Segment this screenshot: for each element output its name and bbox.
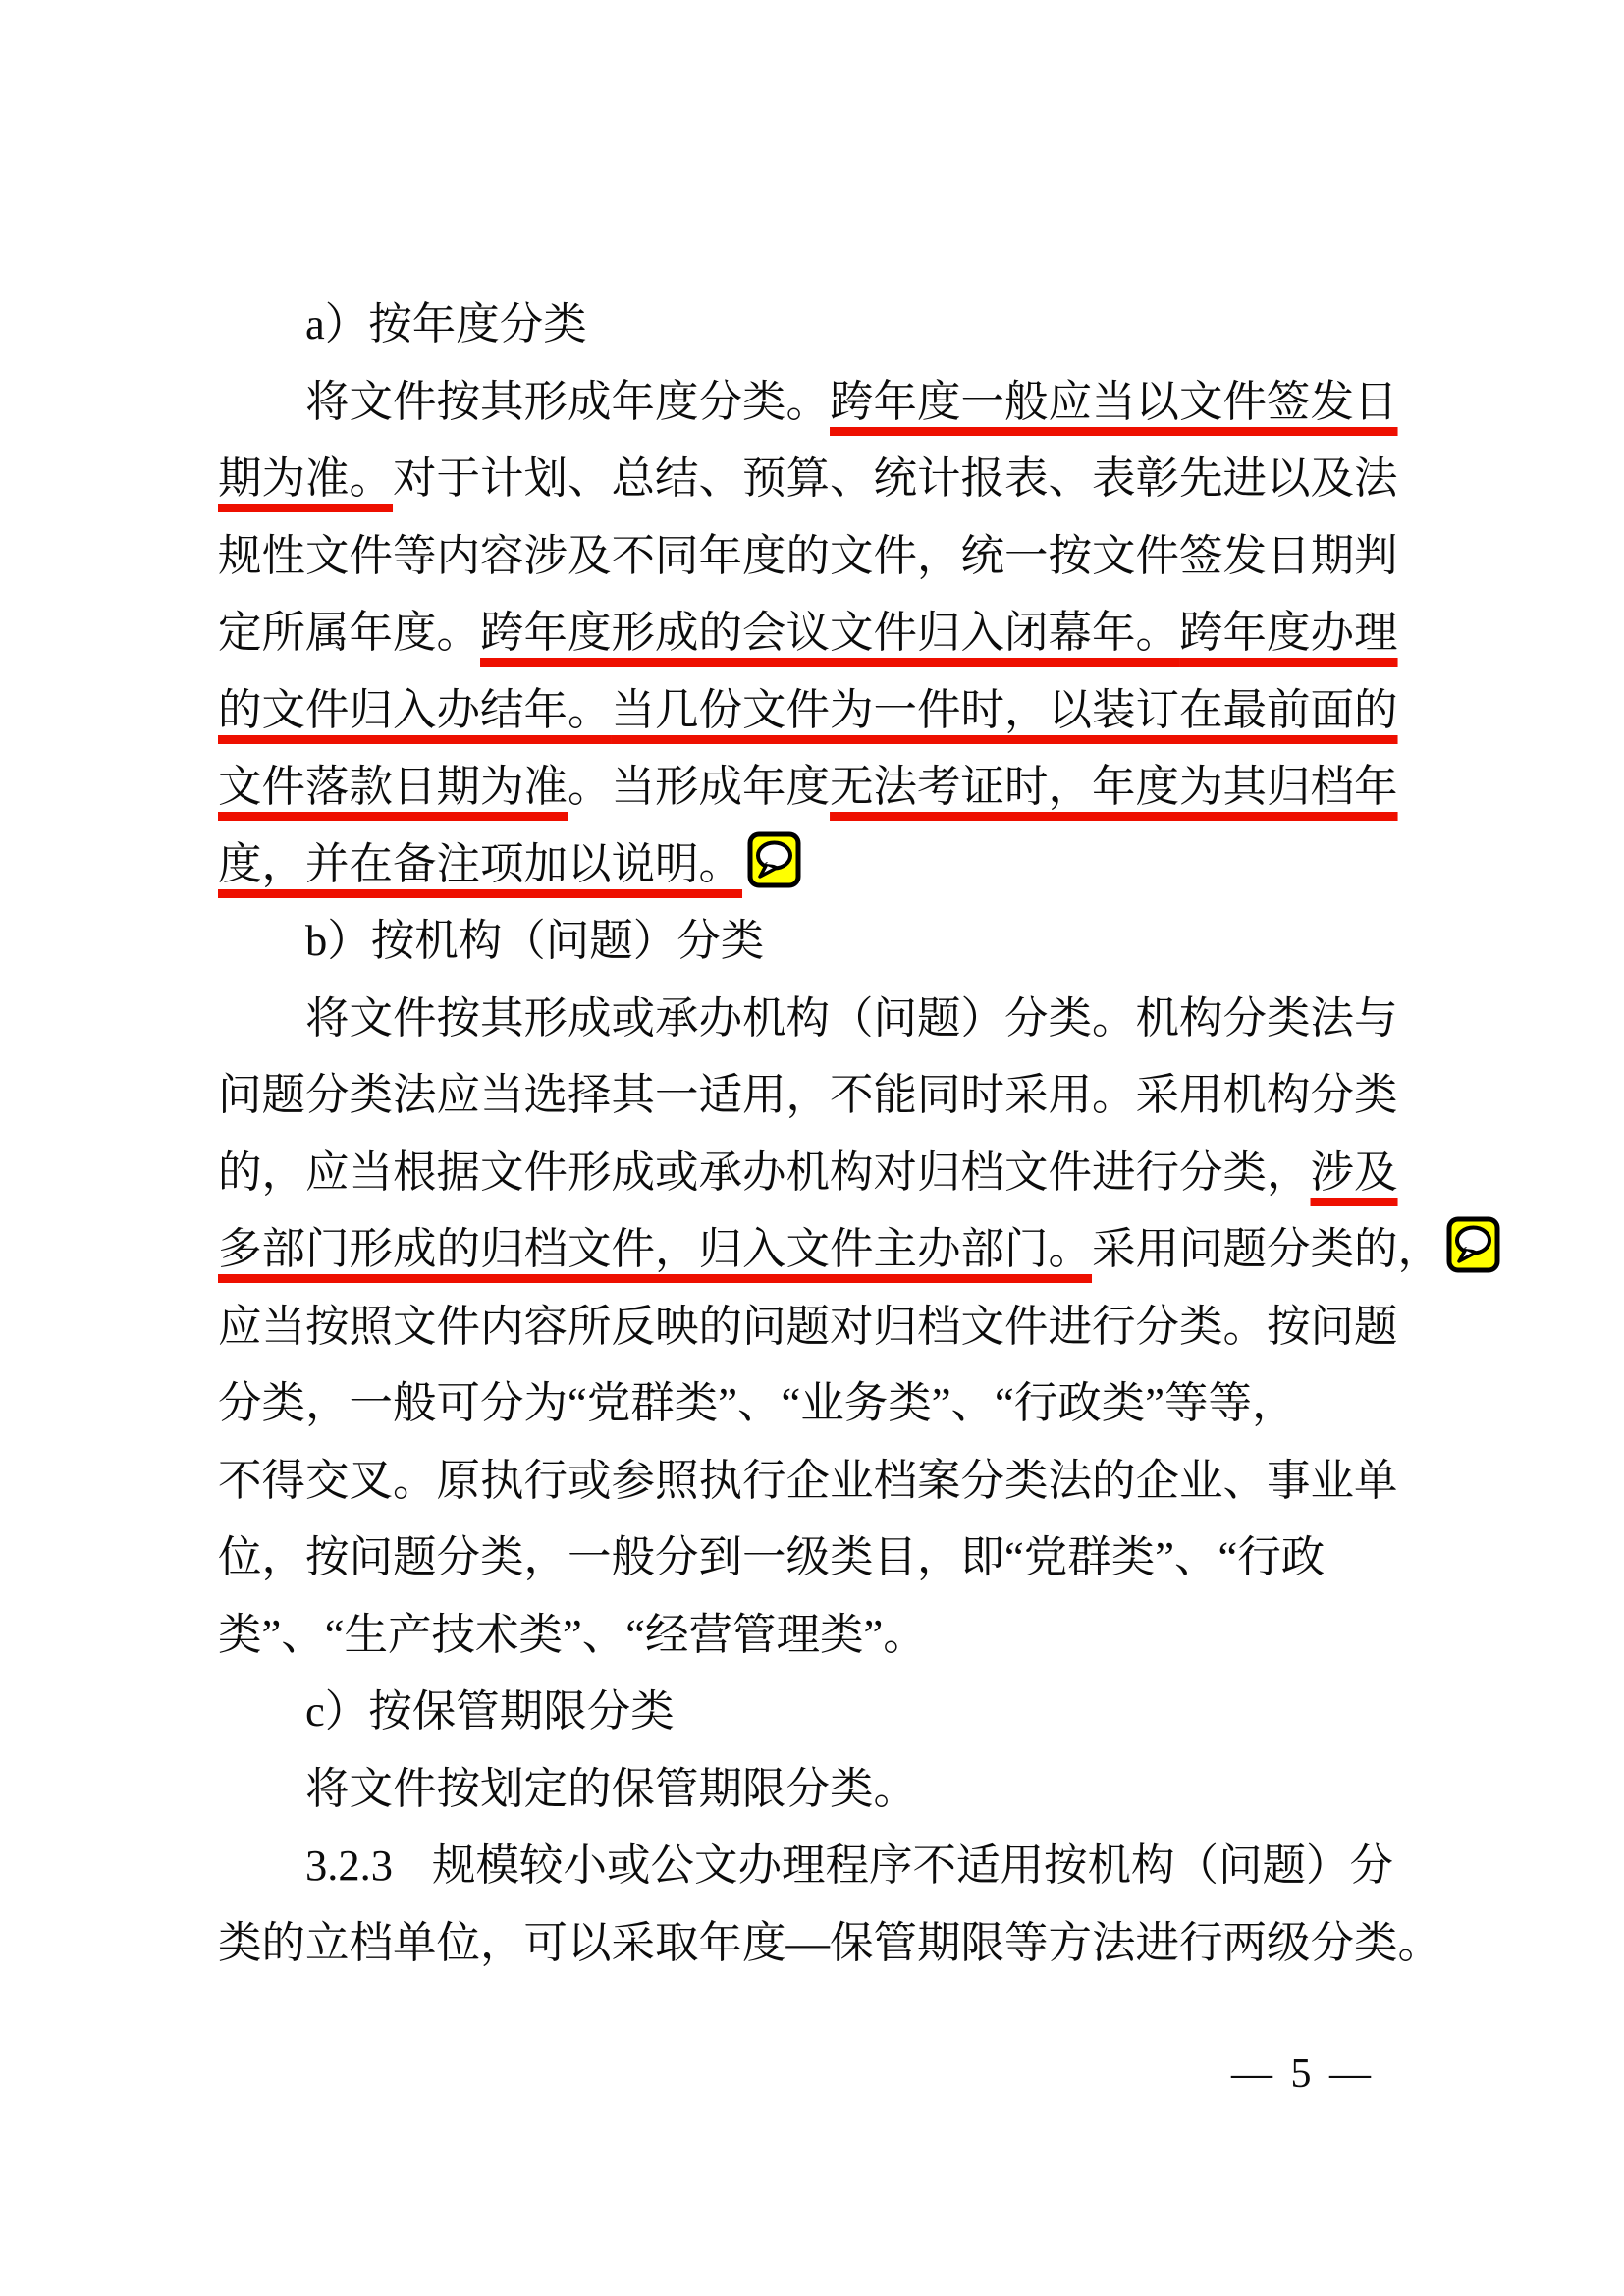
text-segment: a）按年度分类 — [305, 299, 587, 348]
text-line — [218, 1210, 1524, 1288]
underlined-text: 当几份文件为一件时，以装订在最前面的 — [611, 684, 1398, 734]
text-segment: 采用问题分类的， — [1092, 1224, 1442, 1273]
document-body — [218, 286, 1524, 1981]
text-line — [218, 902, 1524, 980]
text-line — [218, 440, 1524, 517]
text-segment: 3.2.3 — [305, 1841, 393, 1890]
text-line — [218, 980, 1524, 1057]
text-segment: 规模较小或公文办理程序不适用按机构（问题）分 — [432, 1841, 1394, 1890]
text-line — [218, 363, 1524, 441]
underlined-text: 度，并在备注项加以说明。 — [218, 838, 743, 888]
text-segment: 规性文件等内容涉及不同年度的文件，统一按文件签发日期判 — [218, 530, 1398, 580]
text-segment: 类”、“生产技术类”、“经营管理类”。 — [218, 1609, 927, 1659]
text-segment: b）按机构（问题）分类 — [305, 916, 765, 965]
text-line — [218, 286, 1524, 363]
text-segment: 不得交叉。原执行或参照执行企业档案分类法的企业、事业单 — [218, 1455, 1398, 1505]
text-segment: 应当按照文件内容所反映的问题对归档文件进行分类。按问题 — [218, 1301, 1398, 1351]
text-segment: 将文件按划定的保管期限分类。 — [305, 1763, 918, 1813]
text-segment: c）按保管期限分类 — [305, 1686, 675, 1735]
underlined-text: 涉及 — [1310, 1147, 1398, 1197]
text-line — [218, 594, 1524, 671]
comment-icon[interactable] — [1446, 1216, 1500, 1298]
underlined-text: 跨年度一般应当以文件签发日 — [830, 376, 1398, 426]
text-line — [218, 1442, 1524, 1520]
text-segment: 对于计划、总结、预算、统计报表、表彰先进以及法 — [393, 454, 1398, 503]
text-line — [218, 1134, 1524, 1211]
text-line — [218, 1596, 1524, 1674]
underlined-text: 期为准。 — [218, 454, 394, 503]
text-line — [218, 1827, 1524, 1904]
underlined-text: 无法考证时，年度为其归档年 — [830, 762, 1398, 811]
text-line — [218, 826, 1524, 903]
underlined-text: 的文件归入办结年。 — [218, 684, 612, 734]
text-line — [218, 671, 1524, 749]
comment-icon[interactable] — [747, 831, 801, 913]
text-segment: 分类，一般可分为“党群类”、“业务类”、“行政类”等等， — [218, 1378, 1296, 1427]
underlined-text: 多部门形成的归档文件，归入文件主办部门。 — [218, 1224, 1093, 1273]
page-number: — 5 — — [1231, 2052, 1375, 2097]
text-line — [218, 1750, 1524, 1828]
text-segment: 类的立档单位，可以采取年度—保管期限等方法进行两级分类。 — [218, 1917, 1442, 1967]
text-segment: 定所属年度。 — [218, 608, 481, 657]
underlined-text: 跨年度形成的会议文件归入闭幕年。 — [480, 608, 1180, 657]
text-segment: 位，按问题分类，一般分到一级类目，即“党群类”、“行政 — [218, 1532, 1326, 1581]
text-line — [218, 1904, 1524, 1982]
text-segment: 。当形成年度 — [568, 762, 831, 811]
text-line — [218, 1056, 1524, 1134]
text-line — [218, 1519, 1524, 1596]
underlined-text: 文件落款日期为准 — [218, 762, 568, 811]
text-line — [218, 517, 1524, 595]
text-line — [218, 748, 1524, 826]
text-segment: 将文件按其形成或承办机构（问题）分类。机构分类法与 — [305, 992, 1398, 1042]
text-line — [218, 1364, 1524, 1442]
text-segment: 问题分类法应当选择其一适用，不能同时采用。采用机构分类 — [218, 1070, 1398, 1119]
text-line — [218, 1673, 1524, 1750]
text-line — [218, 1288, 1524, 1365]
underlined-text: 跨年度办理 — [1179, 608, 1398, 657]
text-segment: 将文件按其形成年度分类。 — [305, 376, 831, 426]
text-segment: 的，应当根据文件形成或承办机构对归档文件进行分类， — [218, 1147, 1311, 1197]
